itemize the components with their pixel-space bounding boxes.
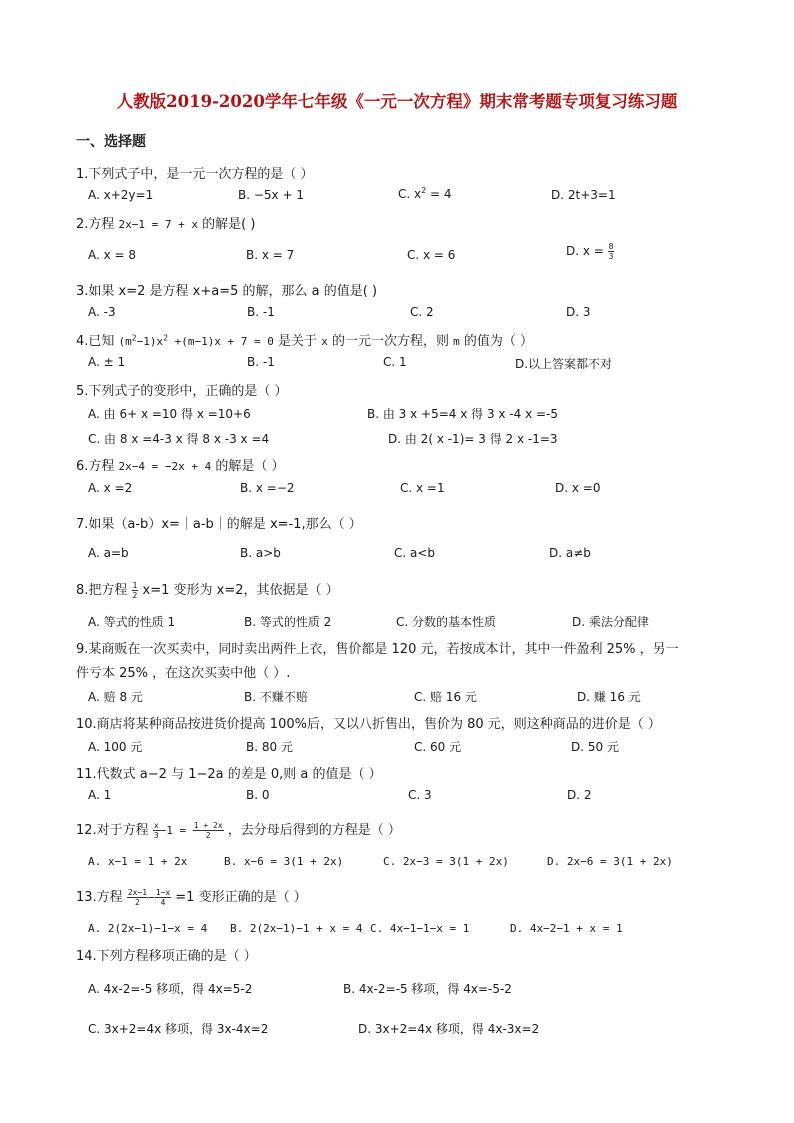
- question-9-option-a: A. 赔 8 元: [88, 690, 143, 704]
- question-7-option-c: C. a<b: [394, 546, 436, 560]
- question-7-option-b: B. a>b: [240, 546, 281, 560]
- question-13-stem: 13.方程 $\frac{2x-1}{2}$ − $\frac{1-x}{4}$ =1 变形正确的是（ ）: [76, 888, 307, 907]
- question-5-option-c: C. 由 8 x =4-3 x 得 8 x -3 x =4: [88, 432, 270, 446]
- question-11-option-d: D. 2: [567, 788, 592, 802]
- question-3-option-c: C. 2: [410, 305, 434, 319]
- question-8-option-b: B. 等式的性质 2: [244, 615, 332, 629]
- question-11-option-b: B. 0: [246, 788, 270, 802]
- question-13-option-d: D. 4x−2−1 + x = 1: [510, 922, 623, 935]
- question-6-option-a: A. x =2: [88, 481, 133, 495]
- question-14-option-c: C. 3x+2=4x 移项，得 3x-4x=2: [88, 1022, 269, 1036]
- question-10-option-a: A. 100 元: [88, 740, 143, 754]
- page-title: 人教版2019-2020学年七年级《一元一次方程》期末常考题专项复习练习题: [116, 92, 678, 111]
- question-1-option-c: C. $x^2 = 4$: [398, 186, 452, 201]
- question-13-option-b: B. 2(2x−1)−1 + x = 4: [230, 922, 363, 935]
- question-11-stem: 11.代数式 a−2 与 1−2a 的差是 0,则 a 的值是（ ）: [76, 767, 382, 782]
- question-14-option-a: A. 4x-2=-5 移项，得 4x=5-2: [88, 982, 253, 996]
- question-10-option-d: D. 50 元: [571, 740, 619, 754]
- question-3-option-b: B. -1: [247, 305, 275, 319]
- question-14-option-d: D. 3x+2=4x 移项，得 4x-3x=2: [358, 1022, 540, 1036]
- question-2-option-b: B. x = 7: [246, 248, 295, 262]
- question-4-stem: 4.已知 $(m^2-1)x^2 +(m-1)x + 7 = 0$ 是关于 x 的一元一次方程，则 m 的值为（ ）: [76, 333, 533, 349]
- question-14-stem: 14.下列方程移项正确的是（ ）: [76, 949, 257, 964]
- question-5-option-a: A. 由 6+ x =10 得 x =10+6: [88, 407, 251, 421]
- question-3-option-a: A. -3: [88, 305, 116, 319]
- question-8-option-c: C. 分数的基本性质: [396, 615, 497, 629]
- question-8-option-d: D. 乘法分配律: [572, 615, 649, 629]
- question-9-option-d: D. 赚 16 元: [577, 690, 641, 704]
- question-6-stem: 6.方程 2x−4 = −2x + 4 的解是（ ）: [76, 459, 285, 474]
- question-2-option-d: D. x = $\frac{8}{3}$: [566, 242, 614, 261]
- question-2-stem: 2.方程 2x−1 = 7 + x 的解是( ): [76, 217, 256, 232]
- question-4-option-d: D.以上答案都不对: [515, 357, 613, 371]
- question-14-option-b: B. 4x-2=-5 移项，得 4x=-5-2: [343, 982, 512, 996]
- question-13-option-a: A. 2(2x−1)−1−x = 4: [88, 922, 208, 935]
- question-1-option-b: B. −5x + 1: [238, 188, 304, 202]
- question-2-option-a: A. x = 8: [88, 248, 137, 262]
- question-2-option-c: C. x = 6: [407, 248, 456, 262]
- question-10-stem: 10.商店将某种商品按进货价提高 100%后，又以八折售出，售价为 80 元，则这种商品的进价是（ ）: [76, 717, 661, 732]
- section-heading: 一、选择题: [76, 134, 146, 150]
- question-1-option-a: A. x+2y=1: [88, 188, 154, 202]
- question-12-option-c: C. 2x−3 = 3(1 + 2x): [383, 855, 509, 868]
- question-9-stem-line-2: 件亏本 25% ，在这次买卖中他（ ）.: [76, 666, 291, 681]
- question-9-stem-line-1: 9.某商贩在一次买卖中，同时卖出两件上衣，售价都是 120 元，若按成本计，其中一件盈利 25% ，另一: [76, 642, 679, 657]
- question-7-option-d: D. a≠b: [549, 546, 591, 560]
- question-12-stem: 12.对于方程 $\frac{x}{3}$ −1 = $\frac{1 + 2x}{2}$ ，去分母后得到的方程是（ ）: [76, 821, 401, 840]
- question-12-option-a: A. x−1 = 1 + 2x: [88, 855, 188, 868]
- question-8-stem: 8.把方程 $\frac{1}{2}$ x=1 变形为 x=2，其依据是（ ）: [76, 581, 339, 600]
- question-11-option-c: C. 3: [408, 788, 432, 802]
- question-12-option-d: D. 2x−6 = 3(1 + 2x): [547, 855, 673, 868]
- question-5-stem: 5.下列式子的变形中，正确的是（ ）: [76, 384, 288, 399]
- question-4-option-b: B. -1: [247, 355, 275, 369]
- question-4-option-c: C. 1: [383, 355, 407, 369]
- question-10-option-c: C. 60 元: [414, 740, 462, 754]
- question-5-option-b: B. 由 3 x +5=4 x 得 3 x -4 x =-5: [367, 407, 559, 421]
- question-9-option-c: C. 赔 16 元: [414, 690, 477, 704]
- question-3-stem: 3.如果 x=2 是方程 x+a=5 的解，那么 a 的值是( ): [76, 284, 378, 299]
- question-7-option-a: A. a=b: [88, 546, 129, 560]
- question-6-option-c: C. x =1: [400, 481, 445, 495]
- question-7-stem: 7.如果（a-b）x=｜a-b｜的解是 x=-1,那么（ ）: [76, 517, 362, 532]
- question-13-option-c: C. 4x−1−1−x = 1: [370, 922, 470, 935]
- question-1-stem: 1.下列式子中，是一元一次方程的是（ ）: [76, 167, 314, 182]
- question-11-option-a: A. 1: [88, 788, 112, 802]
- question-3-option-d: D. 3: [566, 305, 591, 319]
- question-10-option-b: B. 80 元: [246, 740, 293, 754]
- question-1-option-d: D. 2t+3=1: [551, 188, 616, 202]
- question-12-option-b: B. x−6 = 3(1 + 2x): [224, 855, 344, 868]
- question-8-option-a: A. 等式的性质 1: [88, 615, 176, 629]
- question-5-option-d: D. 由 2( x -1)= 3 得 2 x -1=3: [388, 432, 558, 446]
- question-9-option-b: B. 不赚不赔: [244, 690, 308, 704]
- question-6-option-d: D. x =0: [555, 481, 601, 495]
- question-4-option-a: A. ± 1: [88, 355, 126, 369]
- question-6-option-b: B. x =−2: [240, 481, 295, 495]
